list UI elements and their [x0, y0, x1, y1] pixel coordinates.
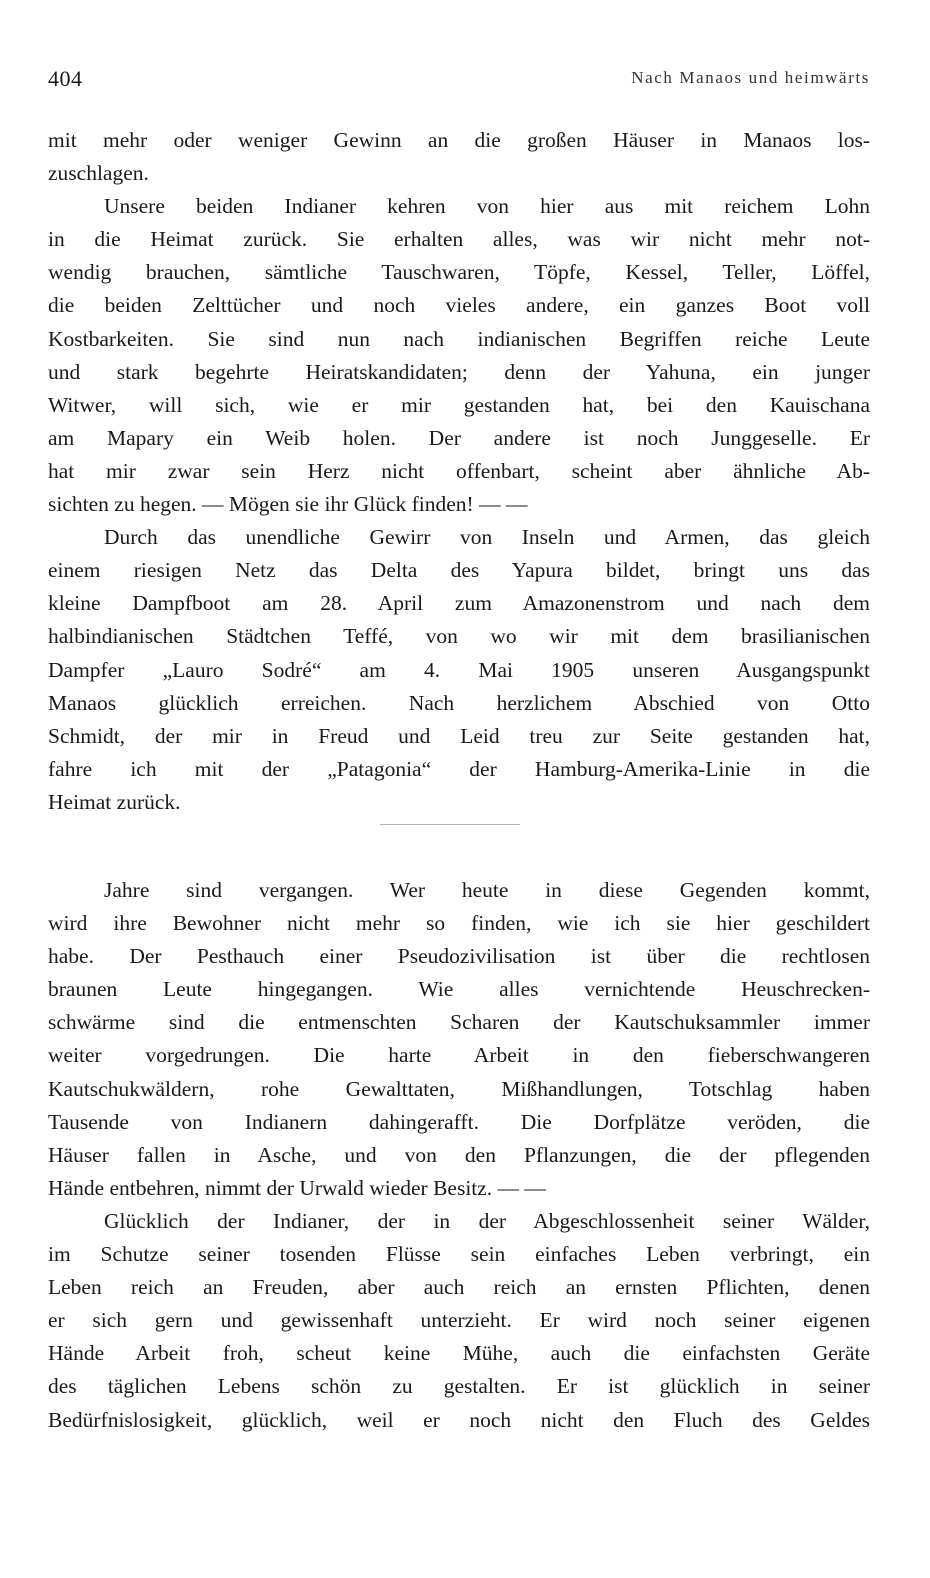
text-line: Häuser fallen in Asche, und von den Pflanzungen, die der pflegenden [48, 1142, 870, 1167]
text-line: fahre ich mit der „Patagonia“ der Hamburg-Amerika-Linie in die [48, 756, 870, 781]
text-line: Heimat zurück. [48, 789, 181, 814]
text-line: Hände Arbeit froh, scheut keine Mühe, auch die einfachsten Geräte [48, 1341, 870, 1366]
text-line: schwärme sind die entmenschten Scharen der Kautschuksammler immer [48, 1010, 870, 1035]
page-header [48, 66, 870, 94]
text-line: zuschlagen. [48, 161, 149, 186]
text-line: hat mir zwar sein Herz nicht offenbart, scheint aber ähnliche Ab- [48, 458, 870, 483]
text-line: im Schutze seiner tosenden Flüsse sein einfaches Leben verbringt, ein [48, 1242, 870, 1267]
text-line: am Mapary ein Weib holen. Der andere ist noch Junggeselle. Er [48, 425, 870, 450]
text-line: Schmidt, der mir in Freud und Leid treu zur Seite gestanden hat, [48, 723, 870, 748]
page-number: 404 [48, 66, 83, 91]
text-line: des täglichen Lebens schön zu gestalten. Er ist glücklich in seiner [48, 1374, 870, 1399]
text-line: Dampfer „Lauro Sodré“ am 4. Mai 1905 unseren Ausgangspunkt [48, 657, 870, 682]
text-section-1 [48, 124, 870, 819]
text-line: halbindianischen Städtchen Teffé, von wo wir mit dem brasilianischen [48, 624, 870, 649]
text-line: habe. Der Pesthauch einer Pseudozivilisation ist über die rechtlosen [48, 944, 870, 969]
text-line: in die Heimat zurück. Sie erhalten alles, was wir nicht mehr not- [48, 227, 870, 252]
text-line: er sich gern und gewissenhaft unterzieht. Er wird noch seiner eigenen [48, 1308, 870, 1333]
text-line: Kostbarkeiten. Sie sind nun nach indianischen Begriffen reiche Leute [48, 326, 870, 351]
text-line: Durch das unendliche Gewirr von Inseln und Armen, das gleich [104, 525, 870, 550]
text-line: sichten zu hegen. — Mögen sie ihr Glück finden! — — [48, 492, 528, 517]
text-line: Tausende von Indianern dahingerafft. Die Dorfplätze veröden, die [48, 1109, 870, 1134]
text-line: die beiden Zelttücher und noch vieles andere, ein ganzes Boot voll [48, 293, 870, 318]
text-line: wird ihre Bewohner nicht mehr so finden, wie ich sie hier geschildert [48, 911, 870, 936]
running-head: Nach Manaos und heimwärts [631, 68, 870, 87]
text-line: Unsere beiden Indianer kehren von hier aus mit reichem Lohn [104, 194, 870, 219]
text-line: Kautschukwäldern, rohe Gewalttaten, Mißhandlungen, Totschlag haben [48, 1076, 870, 1101]
text-line: kleine Dampfboot am 28. April zum Amazonenstrom und nach dem [48, 591, 870, 616]
text-line: einem riesigen Netz das Delta des Yapura bildet, bringt uns das [48, 558, 870, 583]
text-line: Glücklich der Indianer, der in der Abgeschlossenheit seiner Wälder, [104, 1208, 870, 1233]
text-line: Witwer, will sich, wie er mir gestanden hat, bei den Kauischana [48, 392, 870, 417]
section-divider [380, 824, 520, 825]
text-line: mit mehr oder weniger Gewinn an die großen Häuser in Manaos los- [48, 128, 870, 152]
text-line: Leben reich an Freuden, aber auch reich an ernsten Pflichten, denen [48, 1275, 870, 1300]
text-line: Bedürfnislosigkeit, glücklich, weil er noch nicht den Fluch des Geldes [48, 1407, 870, 1432]
text-line: braunen Leute hingegangen. Wie alles vernichtende Heuschrecken- [48, 977, 870, 1002]
text-line: wendig brauchen, sämtliche Tauschwaren, Töpfe, Kessel, Teller, Löffel, [48, 260, 870, 285]
text-line: Jahre sind vergangen. Wer heute in diese Gegenden kommt, [104, 878, 870, 902]
text-line: weiter vorgedrungen. Die harte Arbeit in den fieberschwangeren [48, 1043, 870, 1068]
text-section-2 [48, 874, 870, 1437]
text-line: und stark begehrte Heiratskandidaten; denn der Yahuna, ein junger [48, 359, 870, 384]
text-line: Manaos glücklich erreichen. Nach herzlichem Abschied von Otto [48, 690, 870, 715]
text-line: Hände entbehren, nimmt der Urwald wieder Besitz. — — [48, 1175, 546, 1200]
